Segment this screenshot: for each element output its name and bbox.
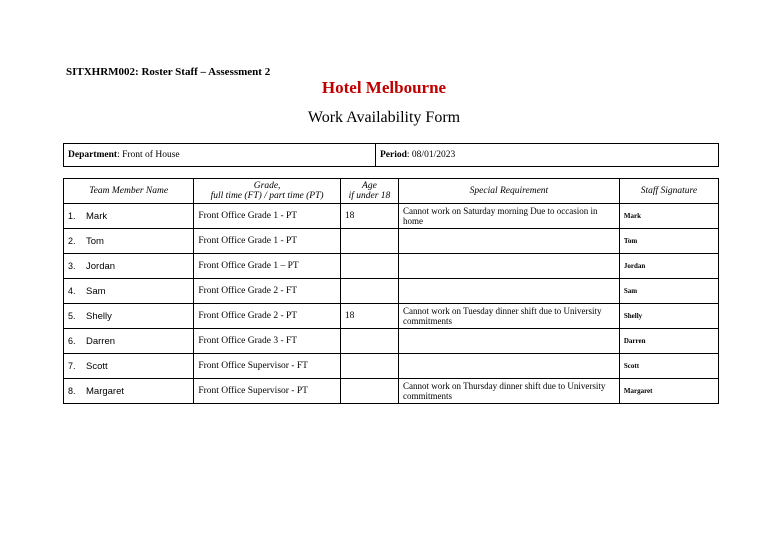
member-name-cell	[64, 204, 194, 229]
header-age-line2: if under 18	[348, 191, 391, 201]
grade-cell: Front Office Supervisor - PT	[194, 379, 341, 404]
row-number: 1.	[68, 210, 76, 221]
requirement-cell: Cannot work on Tuesday dinner shift due to University commitments	[399, 304, 620, 329]
row-number: 8.	[68, 385, 76, 396]
table-row	[64, 279, 719, 304]
member-name: Shelly	[86, 310, 112, 322]
signature-cell: Mark	[619, 204, 718, 229]
header-age	[340, 179, 398, 204]
signature-cell: Shelly	[619, 304, 718, 329]
member-name: Margaret	[86, 385, 125, 397]
grade-cell: Front Office Grade 2 - PT	[194, 304, 341, 329]
header-age-line1: Age	[362, 181, 377, 191]
header-grade	[194, 179, 341, 204]
member-name: Tom	[86, 235, 104, 247]
department-label: Department	[68, 150, 118, 160]
member-name: Jordan	[86, 260, 116, 272]
grade-cell: Front Office Grade 1 - PT	[194, 204, 341, 229]
header-name: Team Member Name	[64, 179, 194, 204]
table-row	[64, 254, 719, 279]
requirement-cell	[399, 329, 620, 354]
header-grade-line1: Grade,	[253, 181, 281, 191]
grade-cell: Front Office Grade 1 - PT	[194, 229, 341, 254]
grade-cell: Front Office Supervisor - FT	[194, 354, 341, 379]
period-cell	[376, 144, 719, 167]
grade-cell: Front Office Grade 3 - FT	[194, 329, 341, 354]
signature-cell: Scott	[619, 354, 718, 379]
member-name: Darren	[86, 335, 116, 347]
grade-cell: Front Office Grade 1 – PT	[194, 254, 341, 279]
signature-cell: Darren	[619, 329, 718, 354]
course-line: SITXHRM002: Roster Staff – Assessment 2	[66, 66, 271, 78]
row-number: 3.	[68, 260, 76, 271]
age-cell	[340, 254, 398, 279]
table-row	[64, 229, 719, 254]
form-header-table	[63, 143, 719, 167]
member-name: Sam	[86, 285, 106, 297]
member-name: Mark	[86, 210, 108, 222]
age-cell: 18	[340, 304, 398, 329]
age-cell	[340, 279, 398, 304]
signature-cell: Tom	[619, 229, 718, 254]
member-name-cell	[64, 329, 194, 354]
grade-cell: Front Office Grade 2 - FT	[194, 279, 341, 304]
header-grade-line2: full time (FT) / part time (PT)	[210, 191, 324, 201]
row-number: 5.	[68, 310, 76, 321]
row-number: 6.	[68, 335, 76, 346]
member-name-cell	[64, 354, 194, 379]
age-cell	[340, 229, 398, 254]
member-name: Scott	[86, 360, 108, 372]
table-row	[64, 304, 719, 329]
signature-cell: Jordan	[619, 254, 718, 279]
requirement-cell: Cannot work on Thursday dinner shift due to University commitments	[399, 379, 620, 404]
requirement-cell	[399, 254, 620, 279]
table-header-row	[64, 179, 719, 204]
table-row	[64, 354, 719, 379]
requirement-cell: Cannot work on Saturday morning Due to occasion in home	[399, 204, 620, 229]
requirement-cell	[399, 229, 620, 254]
period-label: Period	[380, 150, 407, 160]
row-number: 4.	[68, 285, 76, 296]
table-row	[64, 329, 719, 354]
member-name-cell	[64, 279, 194, 304]
signature-cell: Sam	[619, 279, 718, 304]
age-cell	[340, 329, 398, 354]
table-body	[64, 204, 719, 404]
hotel-name: Hotel Melbourne	[321, 78, 447, 97]
department-cell	[64, 144, 376, 167]
age-cell: 18	[340, 204, 398, 229]
requirement-cell	[399, 354, 620, 379]
availability-table	[63, 178, 719, 404]
header-signature: Staff Signature	[619, 179, 718, 204]
period-value: : 08/01/2023	[406, 150, 456, 160]
signature-cell: Margaret	[619, 379, 718, 404]
member-name-cell	[64, 379, 194, 404]
row-number: 7.	[68, 360, 76, 371]
member-name-cell	[64, 254, 194, 279]
row-number: 2.	[68, 235, 76, 246]
form-title: Work Availability Form	[307, 109, 461, 126]
table-row	[64, 204, 719, 229]
department-value: : Front of House	[117, 150, 180, 160]
age-cell	[340, 354, 398, 379]
age-cell	[340, 379, 398, 404]
table-row	[64, 379, 719, 404]
requirement-cell	[399, 279, 620, 304]
header-requirement: Special Requirement	[399, 179, 620, 204]
member-name-cell	[64, 229, 194, 254]
member-name-cell	[64, 304, 194, 329]
